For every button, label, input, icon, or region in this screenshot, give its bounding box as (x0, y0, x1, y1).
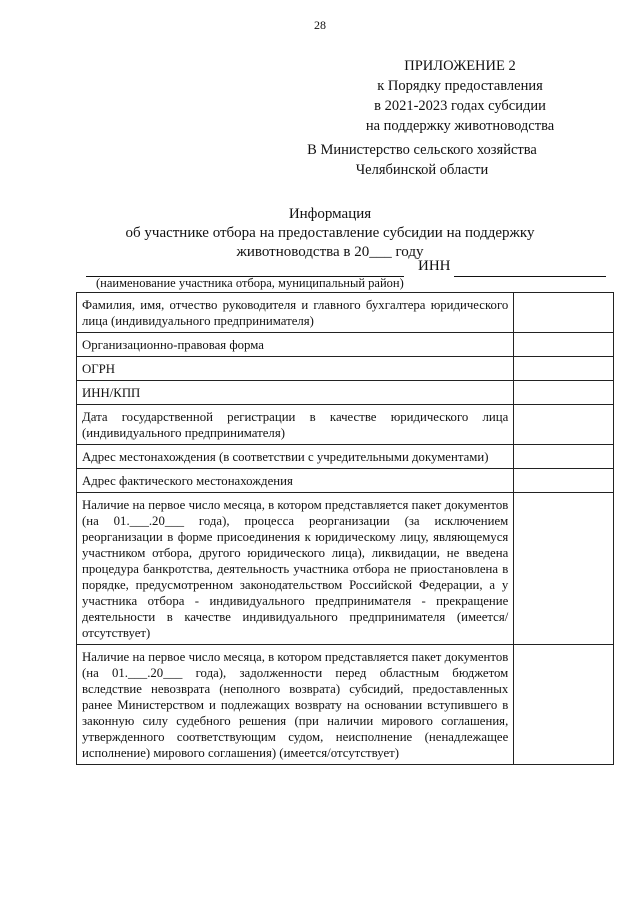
appendix-line-2: в 2021-2023 годах субсидии (374, 98, 546, 114)
form-title-line-3: животноводства в 20___ году (236, 244, 424, 260)
row-value-cell[interactable] (514, 445, 614, 469)
row-value-cell[interactable] (514, 293, 614, 333)
form-title-line-2: об участнике отбора на предоставление субсидии на поддержку (125, 225, 535, 241)
table-row (77, 381, 614, 405)
participant-name-blank[interactable] (86, 261, 404, 277)
form-title-line-1: Информация (288, 206, 372, 222)
row-value-cell[interactable] (514, 381, 614, 405)
row-value-cell[interactable] (514, 469, 614, 493)
inn-label: ИНН (418, 258, 451, 274)
page-number: 28 (314, 18, 326, 32)
addressee-line-2: Челябинской области (355, 162, 489, 178)
table-row (77, 357, 614, 381)
participant-info-table (76, 292, 614, 765)
row-label: Фамилия, имя, отчество руководителя и главного бухгалтера юридического лица (индивидуального предпринимателя) (77, 293, 514, 333)
table-row (77, 333, 614, 357)
table-row (77, 645, 614, 765)
appendix-line-3: на поддержку животноводства (365, 118, 555, 134)
row-value-cell[interactable] (514, 405, 614, 445)
form-title (100, 205, 560, 262)
row-label: Адрес местонахождения (в соответствии с учредительными документами) (77, 445, 514, 469)
appendix-line-1: к Порядку предоставления (377, 78, 543, 94)
row-label: Адрес фактического местонахождения (77, 469, 514, 493)
participant-name-caption: (наименование участника отбора, муниципальный район) (96, 276, 404, 290)
row-label: Дата государственной регистрации в качестве юридического лица (индивидуального предпринимателя) (77, 405, 514, 445)
appendix-title: ПРИЛОЖЕНИЕ 2 (404, 58, 516, 74)
row-label: Наличие на первое число месяца, в котором представляется пакет документов (на 01.___.20___ года), процесса реорганизации (за исключением реорганизации в форме присоединения к юридическому лицу, являющемуся участником отбора, другого юридического лица), ликвидации, не введена процедура банкротства, деятельность участника отбора не приостановлена в порядке, предусмотренном законодательством Российской Федерации, а у участника отбора - индивидуального предпринимателя - прекращение деятельности в качестве индивидуального предпринимателя (имеется/отсутствует) (77, 493, 514, 645)
inn-blank[interactable] (454, 261, 606, 277)
addressee (292, 140, 552, 180)
appendix-header (280, 56, 580, 136)
row-value-cell[interactable] (514, 645, 614, 765)
row-label: ИНН/КПП (77, 381, 514, 405)
row-label: ОГРН (77, 357, 514, 381)
table-row (77, 493, 614, 645)
table-row (77, 293, 614, 333)
table-row (77, 469, 614, 493)
addressee-line-1: В Министерство сельского хозяйства (307, 142, 537, 158)
row-label: Организационно-правовая форма (77, 333, 514, 357)
table-row (77, 405, 614, 445)
row-label: Наличие на первое число месяца, в котором представляется пакет документов (на 01.___.20___ года), задолженности перед областным бюджетом вследствие невозврата (неполного возврата) субсидий, предоставленных ранее Министерством и подлежащих возврату на основании вступившего в законную силу судебного решения (при наличии мирового соглашения, утвержденного соответствующим судом, неисполнение (ненадлежащее исполнение) мирового соглашения) (имеется/отсутствует) (77, 645, 514, 765)
table-row (77, 445, 614, 469)
row-value-cell[interactable] (514, 333, 614, 357)
row-value-cell[interactable] (514, 493, 614, 645)
row-value-cell[interactable] (514, 357, 614, 381)
